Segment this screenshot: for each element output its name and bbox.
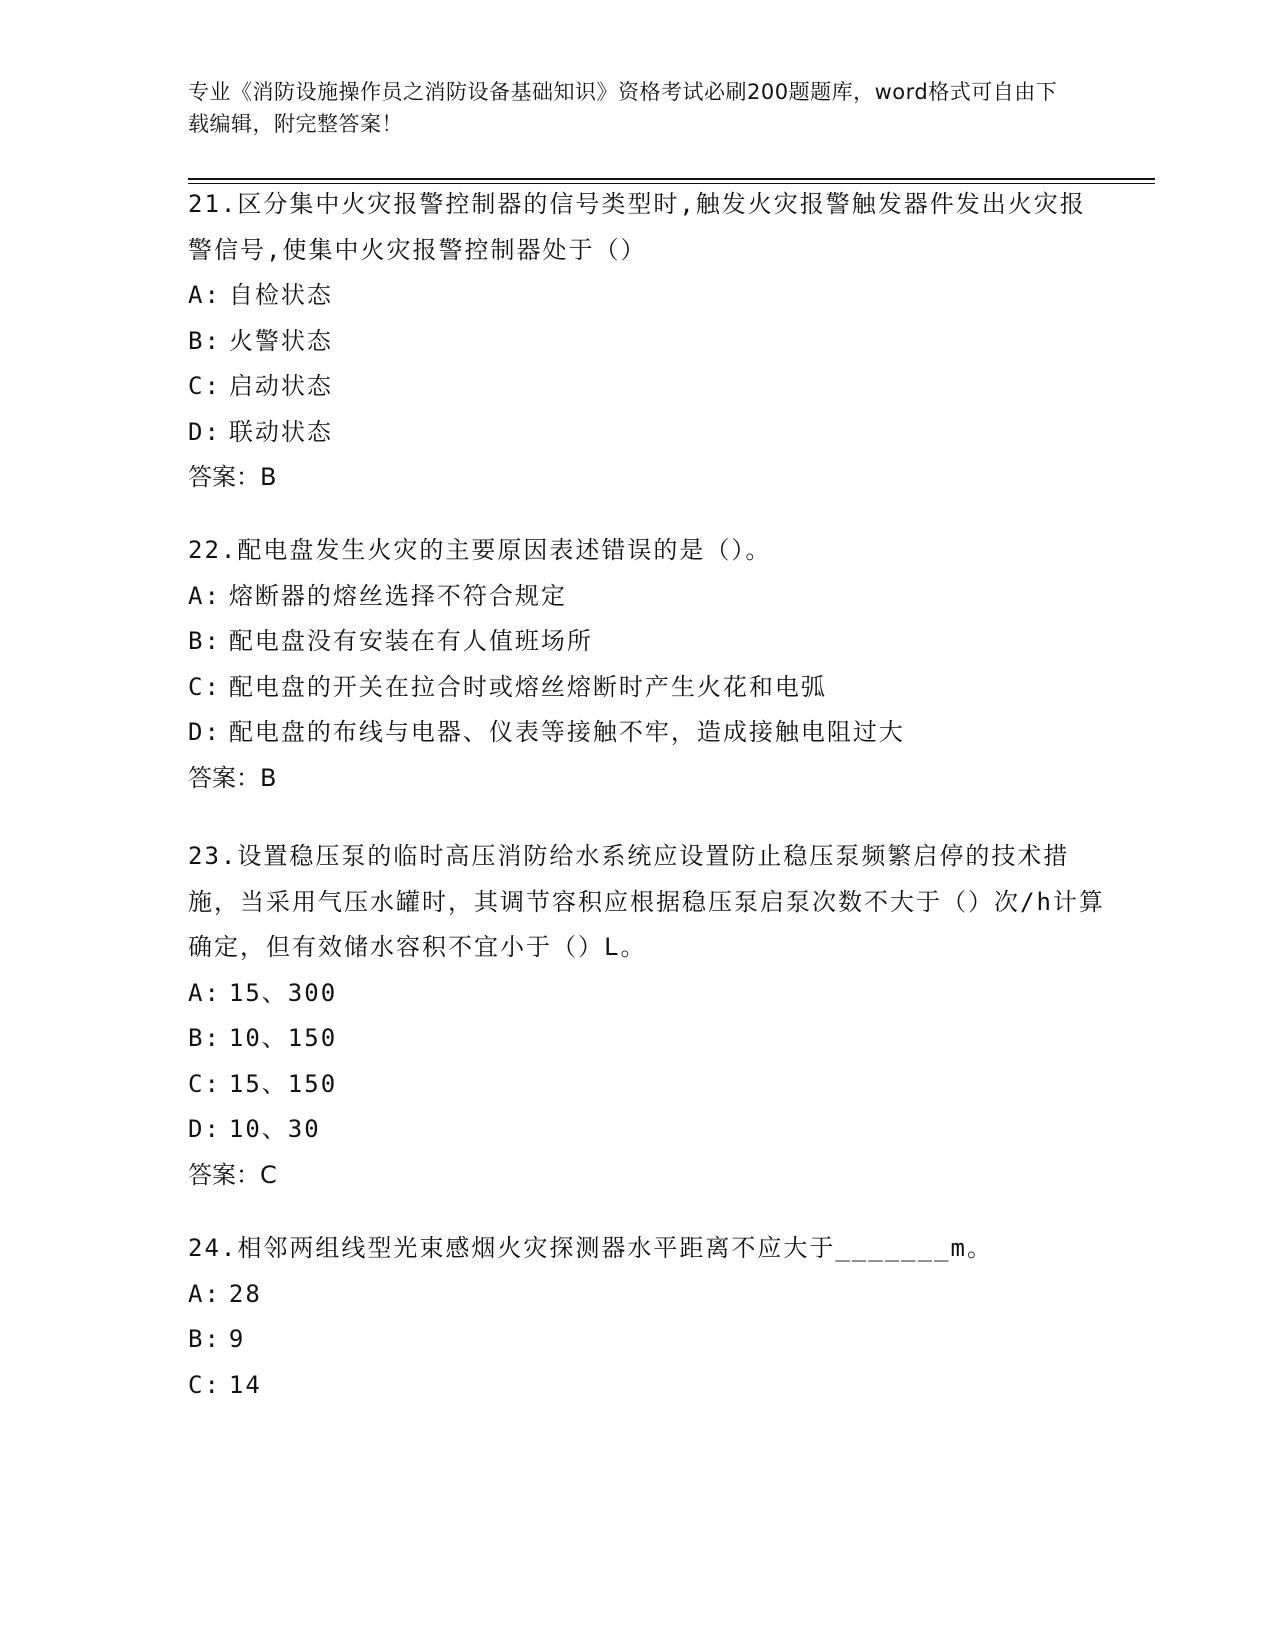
question-21 [188,182,1108,501]
option-c [188,364,1108,410]
option-key: B: [188,1325,221,1353]
option-key: A: [188,581,221,610]
option-key: D: [188,718,221,746]
answer-value: B [260,463,277,491]
question-stem: 24.相邻两组线型光束感烟火灾探测器水平距离不应大于_______m。 [188,1234,993,1262]
option-text: 启动状态 [228,372,333,400]
question-24 [188,1226,1108,1408]
option-key: C: [188,1370,221,1399]
option-text: 9 [228,1325,246,1353]
option-c [188,1363,1108,1409]
answer-label: 答案： [188,1160,260,1189]
option-text: 自检状态 [228,281,333,309]
option-key: A: [188,1279,221,1308]
option-key: D: [188,417,221,446]
option-b [188,1016,1108,1062]
option-d [188,710,1108,756]
question-stem: 21.区分集中火灾报警控制器的信号类型时,触发火灾报警触发器件发出火灾报警信号,使集中火灾报警控制器处于（） [188,190,1086,264]
option-a [188,574,1108,620]
option-a [188,1272,1108,1318]
option-key: A: [188,281,221,309]
option-d [188,410,1108,456]
question-22 [188,528,1108,801]
option-text: 熔断器的熔丝选择不符合规定 [228,581,567,610]
option-text: 配电盘的开关在拉合时或熔丝熔断时产生火花和电弧 [228,672,827,701]
answer-label: 答案： [188,763,260,792]
answer-value: B [260,763,277,792]
document-header: 专业《消防设施操作员之消防设备基础知识》资格考试必刷200题题库，word格式可自由下载编辑，附完整答案！ [188,80,1058,136]
option-text: 10、150 [228,1024,338,1052]
option-a [188,273,1108,319]
option-text: 15、150 [228,1069,338,1098]
question-stem: 23.设置稳压泵的临时高压消防给水系统应设置防止稳压泵频繁启停的技术措施，当采用气压水罐时，其调节容积应根据稳压泵启泵次数不大于（）次/h计算确定，但有效储水容积不宜小于（）L。 [188,842,1105,961]
option-key: C: [188,372,221,400]
option-key: D: [188,1115,221,1143]
option-text: 28 [228,1279,262,1308]
option-b [188,1317,1108,1363]
question-23 [188,834,1108,1198]
option-b [188,619,1108,665]
option-d [188,1107,1108,1153]
option-key: B: [188,1024,221,1052]
answer-value: C [260,1160,277,1189]
answer-line [188,756,1108,802]
option-key: C: [188,672,221,701]
answer-line [188,455,1108,501]
option-text: 火警状态 [228,326,333,355]
option-key: B: [188,326,221,355]
option-text: 配电盘的布线与电器、仪表等接触不牢，造成接触电阻过大 [228,718,905,746]
option-a [188,971,1108,1017]
option-c [188,1062,1108,1108]
option-text: 联动状态 [228,417,333,446]
option-text: 配电盘没有安装在有人值班场所 [228,627,593,655]
header-divider-thick [188,178,1155,180]
option-key: B: [188,627,221,655]
question-stem: 22.配电盘发生火灾的主要原因表述错误的是（）。 [188,536,772,564]
answer-line [188,1153,1108,1199]
answer-label: 答案： [188,463,260,491]
option-key: C: [188,1069,221,1098]
option-b [188,319,1108,365]
option-text: 14 [228,1370,262,1399]
option-c [188,665,1108,711]
option-text: 10、30 [228,1115,321,1143]
option-key: A: [188,978,221,1007]
option-text: 15、300 [228,978,338,1007]
